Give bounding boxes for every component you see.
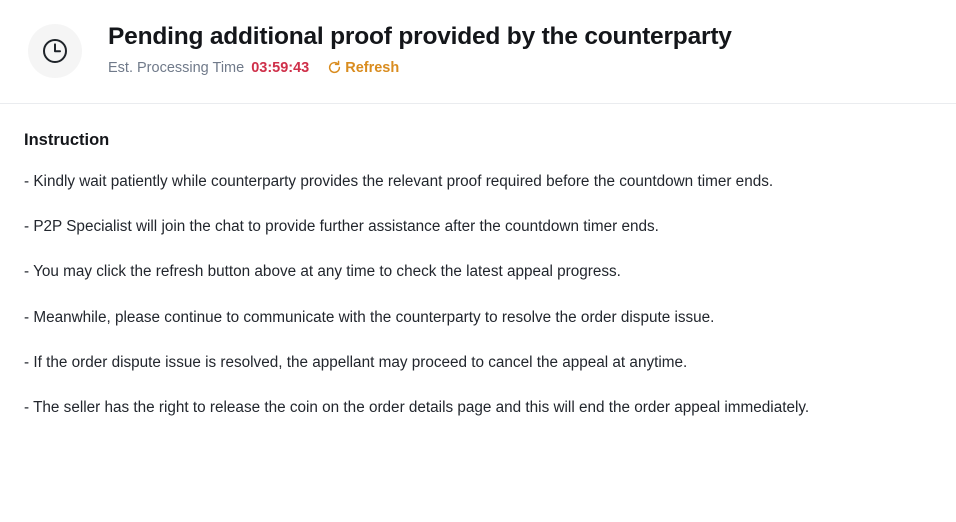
list-item: - The seller has the right to release the coin on the order details page and this will end the order appeal immediately.	[24, 398, 810, 416]
clock-icon	[28, 24, 82, 78]
list-item: - Kindly wait patiently while counterparty provides the relevant proof required before the countdown timer ends.	[24, 173, 774, 190]
list-item: - Meanwhile, please continue to communicate with the counterparty to resolve the order dispute issue.	[24, 308, 715, 326]
list-item: - If the order dispute issue is resolved, the appellant may proceed to cancel the appeal at anytime.	[24, 353, 688, 371]
page-title: Pending additional proof provided by the counterparty	[108, 23, 732, 50]
instruction-heading: Instruction	[24, 131, 110, 149]
processing-time-row	[108, 60, 732, 75]
processing-time-label: Est. Processing Time	[108, 59, 245, 76]
instruction-section	[0, 104, 956, 418]
countdown-timer: 03:59:43	[251, 59, 310, 76]
refresh-button[interactable]	[327, 60, 399, 75]
page-header	[0, 0, 956, 78]
refresh-label: Refresh	[345, 59, 400, 76]
instruction-list	[24, 172, 932, 418]
list-item: - P2P Specialist will join the chat to provide further assistance after the countdown timer ends.	[24, 218, 659, 236]
header-text-block	[108, 20, 732, 75]
list-item: - You may click the refresh button above at any time to check the latest appeal progress.	[24, 263, 621, 281]
refresh-icon	[327, 60, 342, 75]
